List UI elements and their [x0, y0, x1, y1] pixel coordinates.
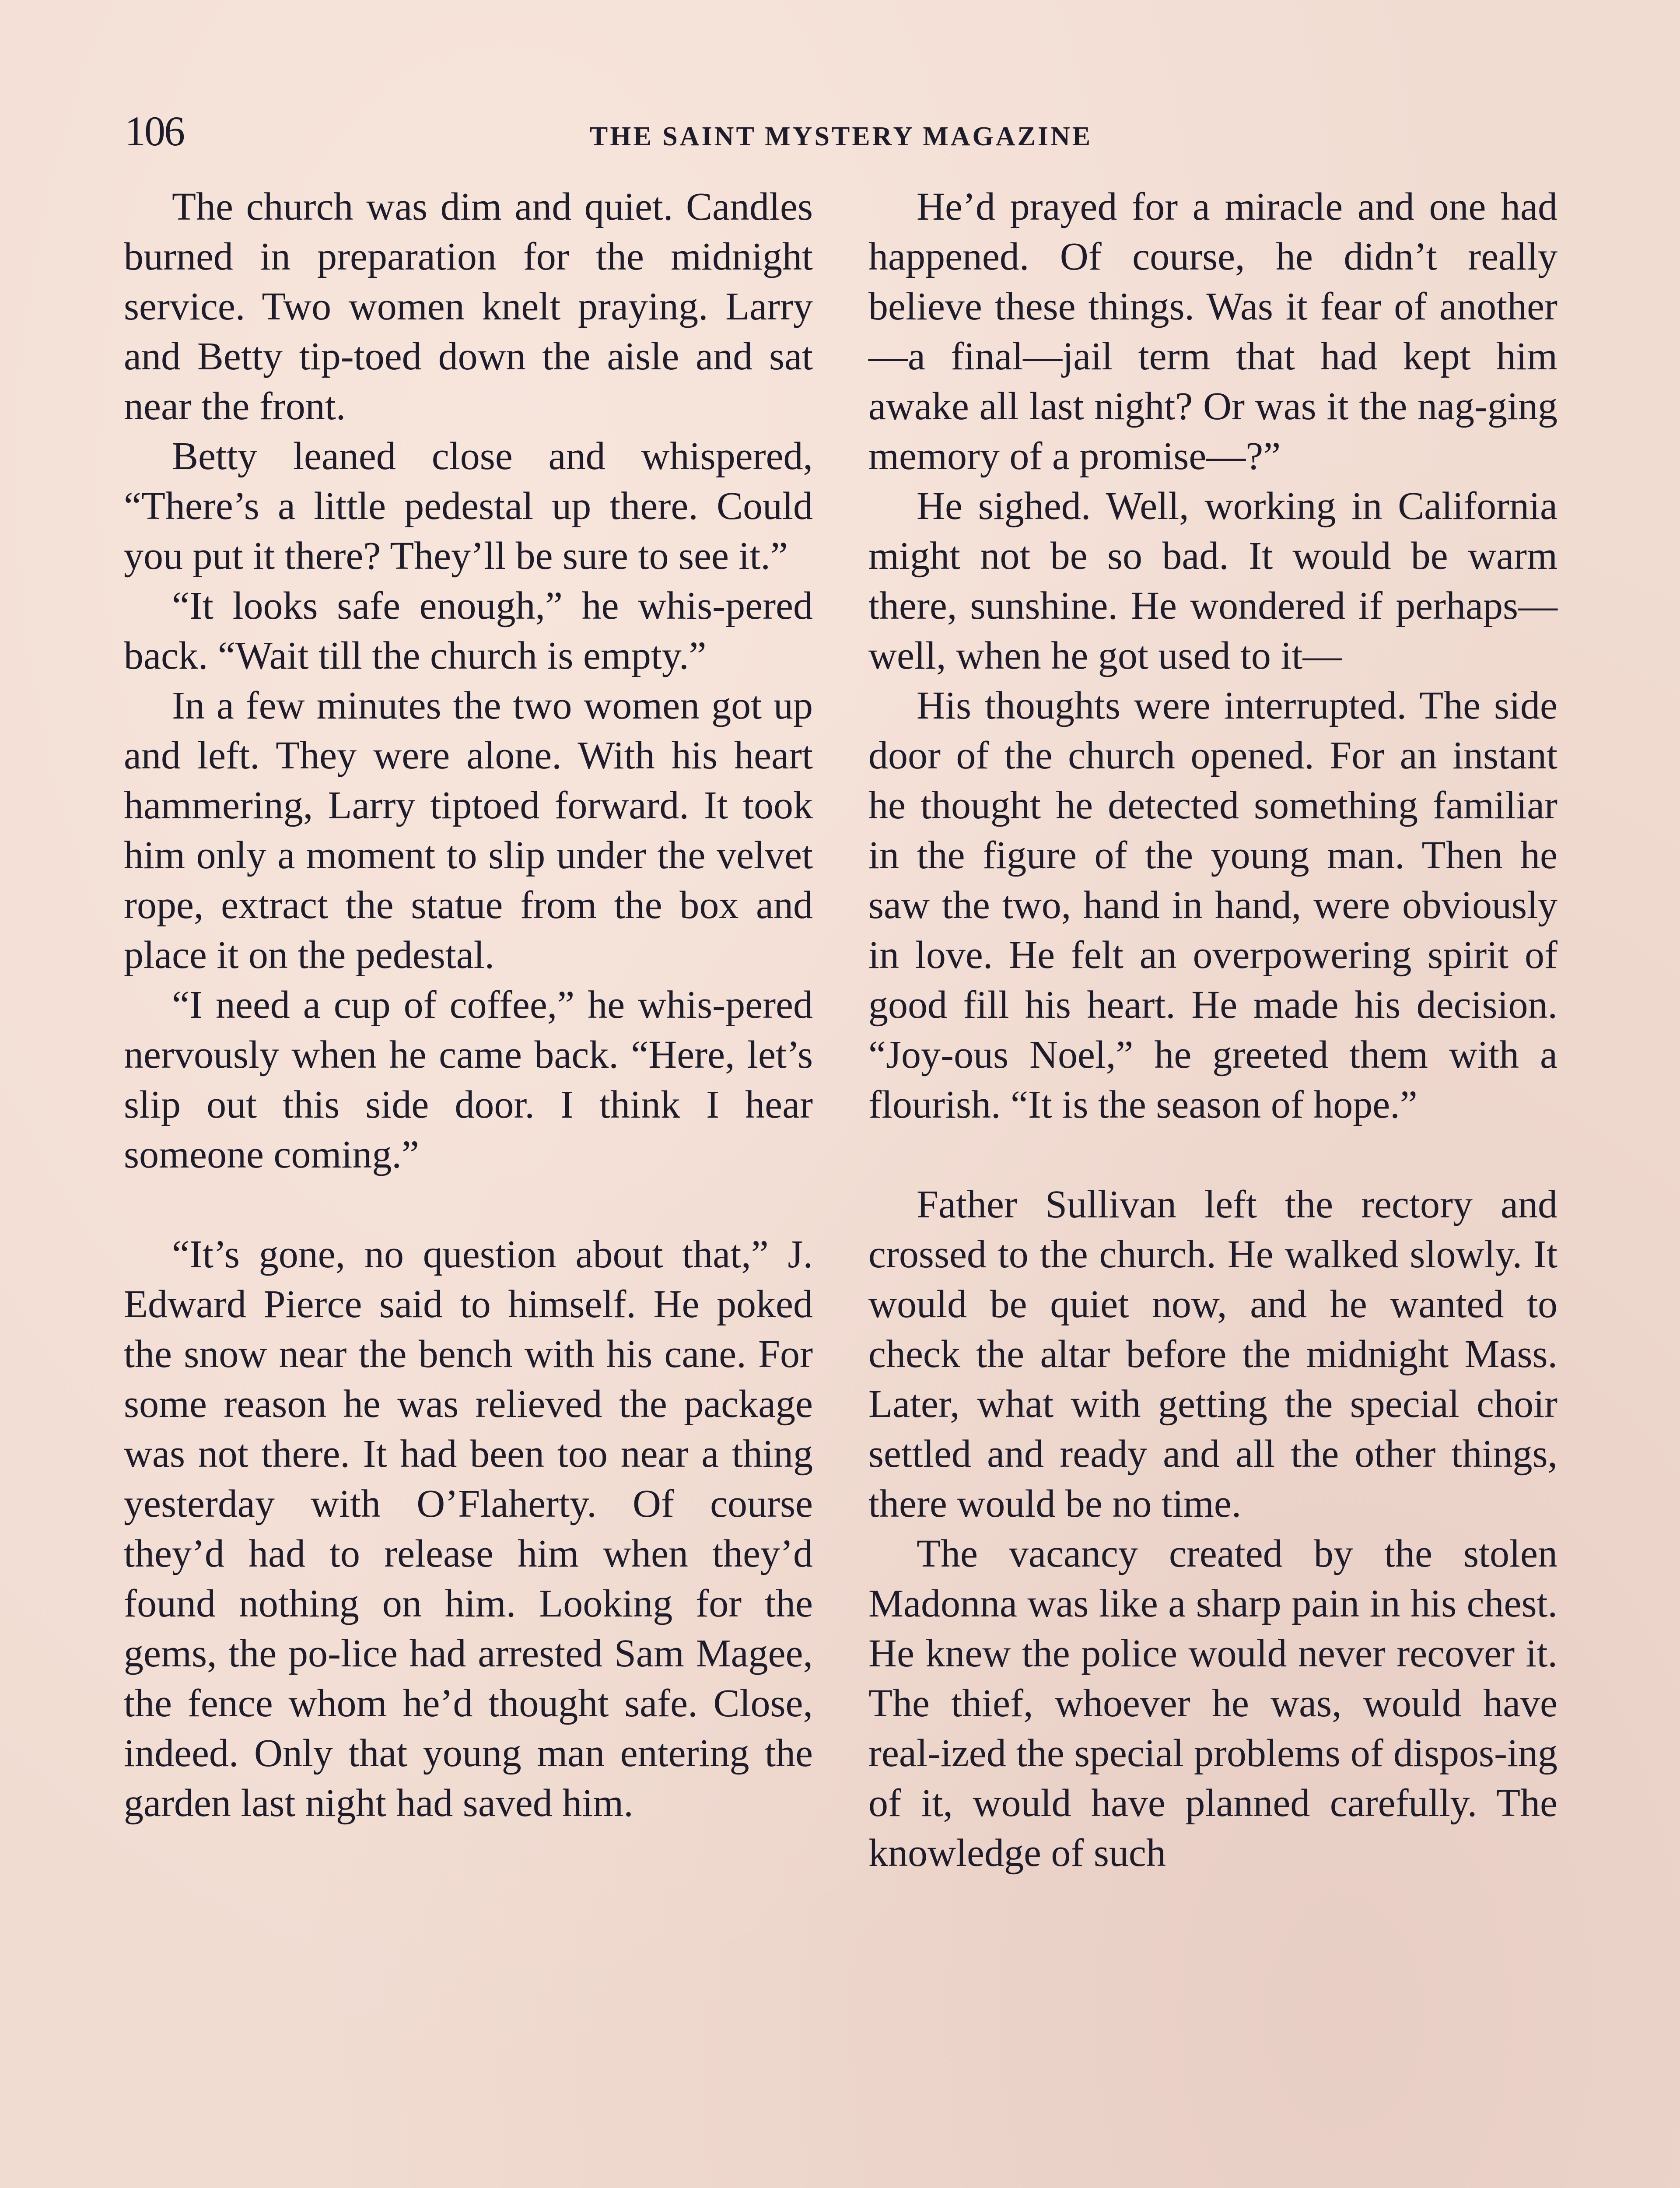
- paragraph: “I need a cup of coffee,” he whis-pered nervously when he came back. “Here, let’s slip out this side door. I think I hear someone coming.”: [124, 983, 813, 1176]
- right-column: [868, 182, 1558, 1878]
- paragraph: Father Sullivan left the rectory and crossed to the church. He walked slowly. It would be quiet now, and he wanted to check the altar before the midnight Mass. Later, what with getting the special choir settled and ready and all the other things, there would be no time.: [868, 1183, 1558, 1525]
- page-number: 106: [125, 108, 184, 154]
- running-head: THE SAINT MYSTERY MAGAZINE: [589, 122, 1093, 151]
- paragraph: In a few minutes the two women got up and left. They were alone. With his heart hammering, Larry tiptoed forward. It took him only a moment to slip under the velvet rope, extract the statue from the box and place it on the pedestal.: [124, 684, 813, 977]
- paragraph: He’d prayed for a miracle and one had happened. Of course, he didn’t really believe these things. Was it fear of another—a final—jail term that had kept him awake all last night? Or was it the nag-ging memory of a promise—?”: [868, 185, 1558, 478]
- paragraph: His thoughts were interrupted. The side door of the church opened. For an instant he thought he detected something familiar in the figure of the young man. Then he saw the two, hand in hand, were obviously in love. He felt an overpowering spirit of good fill his heart. He made his decision. “Joy-ous Noel,” he greeted them with a flourish. “It is the season of hope.”: [868, 684, 1558, 1126]
- paragraph: Betty leaned close and whispered, “There’s a little pedestal up there. Could you put it there? They’ll be sure to see it.”: [124, 435, 813, 578]
- paragraph: “It’s gone, no question about that,” J. Edward Pierce said to himself. He poked the snow near the bench with his cane. For some reason he was relieved the package was not there. It had been too near a thing yesterday with O’Flaherty. Of course they’d had to release him when they’d found nothing on him. Looking for the gems, the po-lice had arrested Sam Magee, the fence whom he’d thought safe. Close, indeed. Only that young man entering the garden last night had saved him.: [124, 1233, 813, 1825]
- paragraph: He sighed. Well, working in California might not be so bad. It would be warm there, sunshine. He wondered if perhaps—well, when he got used to it—: [868, 484, 1558, 677]
- page-header: [125, 103, 1558, 160]
- paragraph: “It looks safe enough,” he whis-pered back. “Wait till the church is empty.”: [124, 584, 813, 677]
- paragraph: The church was dim and quiet. Candles burned in preparation for the midnight service. Two women knelt praying. Larry and Betty tip-toed down the aisle and sat near the front.: [124, 185, 813, 428]
- left-column: [124, 182, 813, 1828]
- paragraph: The vacancy created by the stolen Madonna was like a sharp pain in his chest. He knew the police would never recover it. The thief, whoever he was, would have real-ized the special problems of dispos-ing of it, would have planned carefully. The knowledge of such: [868, 1532, 1558, 1875]
